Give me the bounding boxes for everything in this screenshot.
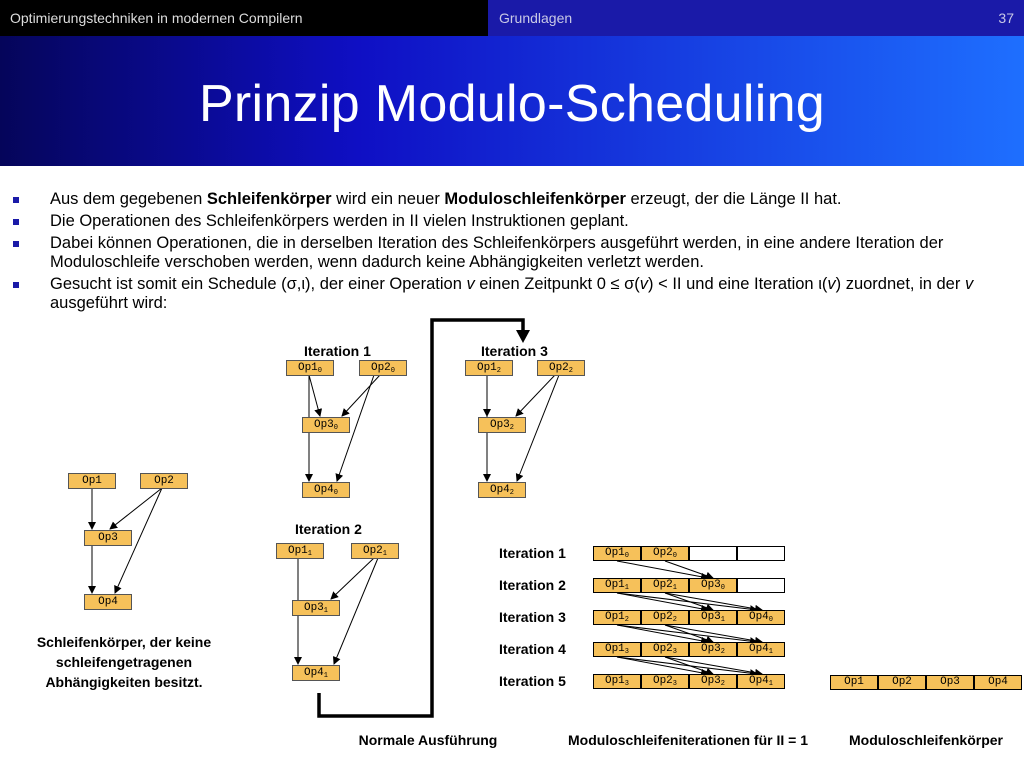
- op-node: $Op4_0$: [302, 482, 350, 498]
- modulo-body-cell: Op2: [878, 675, 926, 690]
- var-v: v: [466, 275, 475, 293]
- schedule-cell: $Op3_1$: [689, 610, 737, 625]
- op-node: Op1: [68, 473, 116, 489]
- slide-title: Prinzip Modulo-Scheduling: [198, 75, 826, 133]
- modulo-body-cell: Op1: [830, 675, 878, 690]
- empty-cell: [737, 546, 785, 561]
- section-title: Grundlagen: [499, 10, 573, 26]
- text: ) zuordnet, in der: [835, 275, 965, 293]
- op-node: $Op1_2$: [465, 360, 513, 376]
- caption-normal: Normale Ausführung: [358, 732, 498, 748]
- caption-modulo-body: Moduloschleifenkörper: [848, 732, 1004, 748]
- text: wird ein neuer: [331, 190, 445, 208]
- schedule-cell: $Op3_0$: [689, 578, 737, 593]
- op-node: $Op1_0$: [286, 360, 334, 376]
- caption-modulo-iterations: Moduloschleifeniterationen für II = 1: [568, 732, 808, 748]
- caption-body: Schleifenkörper, der keine schleifengetragenen Abhängigkeiten besitzt.: [36, 634, 212, 690]
- op-node: $Op2_0$: [359, 360, 407, 376]
- schedule-cell: $Op2_2$: [641, 610, 689, 625]
- text: ) < II und eine Iteration ι(: [648, 275, 828, 293]
- schedule-cell: $Op4_1$: [737, 674, 785, 689]
- schedule-cell: $Op1_1$: [593, 578, 641, 593]
- term-moduloschleifenkoerper: Moduloschleifenkörper: [444, 190, 626, 208]
- text: Dabei können Operationen, die in derselben Iteration des Schleifenkörpers ausgeführt werden, in eine andere Iteration der Moduloschleife verschoben werden, wenn dadurch keine Abhängigkeiten verletzt werden.: [50, 234, 944, 271]
- text: erzeugt, der die Länge II hat.: [625, 190, 842, 208]
- op-node: Op2: [140, 473, 188, 489]
- text: einen Zeitpunkt 0 ≤ σ(: [474, 275, 640, 293]
- page-number: 37: [998, 10, 1014, 26]
- empty-cell: [689, 546, 737, 561]
- schedule-cell: $Op1_3$: [593, 642, 641, 657]
- schedule-cell: $Op2_1$: [641, 578, 689, 593]
- term-schleifenkoerper: Schleifenkörper: [206, 190, 332, 208]
- iteration-row-label: Iteration 1: [499, 545, 566, 561]
- text: Gesucht ist somit ein Schedule (σ,ι), der einer Operation: [50, 275, 467, 293]
- iteration-row-label: Iteration 3: [499, 609, 566, 625]
- op-node: $Op3_2$: [478, 417, 526, 433]
- var-v: v: [964, 275, 974, 293]
- schedule-cell: $Op4_1$: [737, 642, 785, 657]
- iteration-row-label: Iteration 2: [499, 577, 566, 593]
- iteration-2-label: Iteration 2: [295, 521, 362, 537]
- schedule-cell: $Op2_3$: [641, 642, 689, 657]
- var-v: v: [639, 275, 649, 293]
- op-node: $Op1_1$: [276, 543, 324, 559]
- op-node: Op4: [84, 594, 132, 610]
- schedule-cell: $Op1_0$: [593, 546, 641, 561]
- op-node: Op3: [84, 530, 132, 546]
- modulo-body-cell: Op3: [926, 675, 974, 690]
- schedule-cell: $Op3_2$: [689, 642, 737, 657]
- iteration-row-label: Iteration 4: [499, 641, 566, 657]
- iteration-row-label: Iteration 5: [499, 673, 566, 689]
- op-node: $Op3_0$: [302, 417, 350, 433]
- iteration-1-label: Iteration 1: [304, 343, 371, 359]
- op-node: $Op4_1$: [292, 665, 340, 681]
- schedule-cell: $Op4_0$: [737, 610, 785, 625]
- schedule-cell: $Op1_2$: [593, 610, 641, 625]
- op-node: $Op2_1$: [351, 543, 399, 559]
- op-node: $Op4_2$: [478, 482, 526, 498]
- var-v: v: [827, 275, 836, 293]
- iteration-3-label: Iteration 3: [481, 343, 548, 359]
- text: Aus dem gegebenen: [50, 190, 207, 208]
- modulo-body-cell: Op4: [974, 675, 1022, 690]
- op-node: $Op2_2$: [537, 360, 585, 376]
- course-title: Optimierungstechniken in modernen Compilern: [0, 0, 488, 36]
- schedule-cell: $Op1_3$: [593, 674, 641, 689]
- op-node: $Op3_1$: [292, 600, 340, 616]
- schedule-cell: $Op2_3$: [641, 674, 689, 689]
- text: Die Operationen des Schleifenkörpers werden in II vielen Instruktionen geplant.: [50, 212, 629, 230]
- schedule-cell: $Op3_2$: [689, 674, 737, 689]
- empty-cell: [737, 578, 785, 593]
- schedule-cell: $Op2_0$: [641, 546, 689, 561]
- text: ausgeführt wird:: [50, 294, 168, 312]
